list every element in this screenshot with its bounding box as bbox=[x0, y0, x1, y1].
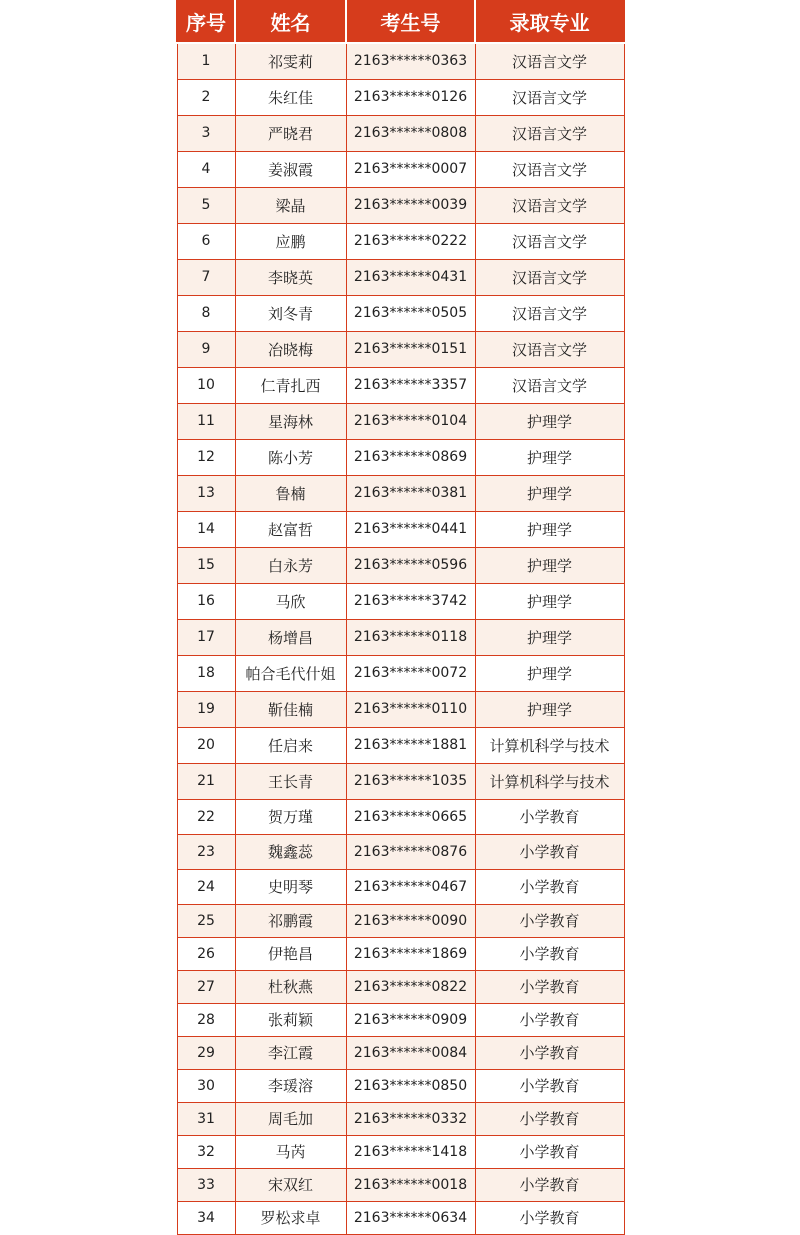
cell-name: 史明琴 bbox=[235, 869, 346, 904]
cell-exam-id: 2163******0596 bbox=[346, 547, 475, 583]
admission-table-container bbox=[176, 0, 623, 1235]
cell-name: 应鹏 bbox=[235, 223, 346, 259]
cell-major: 小学教育 bbox=[475, 1135, 624, 1168]
cell-exam-id: 2163******0332 bbox=[346, 1102, 475, 1135]
cell-major: 小学教育 bbox=[475, 1036, 624, 1069]
cell-serial-number: 3 bbox=[177, 115, 235, 151]
cell-serial-number: 29 bbox=[177, 1036, 235, 1069]
cell-exam-id: 2163******0665 bbox=[346, 799, 475, 834]
cell-exam-id: 2163******1869 bbox=[346, 937, 475, 970]
table-row bbox=[177, 151, 624, 187]
cell-major: 小学教育 bbox=[475, 904, 624, 937]
cell-exam-id: 2163******0850 bbox=[346, 1069, 475, 1102]
header-serial-number: 序号 bbox=[177, 0, 235, 43]
cell-exam-id: 2163******0634 bbox=[346, 1201, 475, 1234]
cell-name: 鲁楠 bbox=[235, 475, 346, 511]
cell-serial-number: 8 bbox=[177, 295, 235, 331]
table-row bbox=[177, 970, 624, 1003]
table-row bbox=[177, 691, 624, 727]
cell-serial-number: 27 bbox=[177, 970, 235, 1003]
cell-major: 小学教育 bbox=[475, 869, 624, 904]
cell-name: 靳佳楠 bbox=[235, 691, 346, 727]
cell-serial-number: 9 bbox=[177, 331, 235, 367]
cell-serial-number: 32 bbox=[177, 1135, 235, 1168]
table-row bbox=[177, 1069, 624, 1102]
cell-name: 仁青扎西 bbox=[235, 367, 346, 403]
table-body bbox=[177, 43, 624, 1234]
cell-name: 冶晓梅 bbox=[235, 331, 346, 367]
cell-serial-number: 7 bbox=[177, 259, 235, 295]
cell-major: 汉语言文学 bbox=[475, 151, 624, 187]
cell-major: 小学教育 bbox=[475, 834, 624, 869]
cell-exam-id: 2163******0822 bbox=[346, 970, 475, 1003]
table-row bbox=[177, 1135, 624, 1168]
cell-serial-number: 13 bbox=[177, 475, 235, 511]
cell-name: 赵富哲 bbox=[235, 511, 346, 547]
cell-name: 姜淑霞 bbox=[235, 151, 346, 187]
cell-serial-number: 2 bbox=[177, 79, 235, 115]
cell-serial-number: 6 bbox=[177, 223, 235, 259]
table-row bbox=[177, 1201, 624, 1234]
cell-major: 护理学 bbox=[475, 403, 624, 439]
cell-name: 宋双红 bbox=[235, 1168, 346, 1201]
cell-exam-id: 2163******0039 bbox=[346, 187, 475, 223]
cell-serial-number: 26 bbox=[177, 937, 235, 970]
cell-major: 计算机科学与技术 bbox=[475, 727, 624, 763]
cell-major: 小学教育 bbox=[475, 1201, 624, 1234]
cell-name: 李江霞 bbox=[235, 1036, 346, 1069]
cell-serial-number: 23 bbox=[177, 834, 235, 869]
cell-exam-id: 2163******3357 bbox=[346, 367, 475, 403]
cell-major: 汉语言文学 bbox=[475, 79, 624, 115]
cell-major: 小学教育 bbox=[475, 937, 624, 970]
cell-serial-number: 33 bbox=[177, 1168, 235, 1201]
cell-exam-id: 2163******0363 bbox=[346, 43, 475, 79]
table-row bbox=[177, 403, 624, 439]
table-row bbox=[177, 727, 624, 763]
cell-serial-number: 5 bbox=[177, 187, 235, 223]
cell-exam-id: 2163******3742 bbox=[346, 583, 475, 619]
cell-name: 杨增昌 bbox=[235, 619, 346, 655]
cell-serial-number: 1 bbox=[177, 43, 235, 79]
table-row bbox=[177, 1003, 624, 1036]
cell-exam-id: 2163******0072 bbox=[346, 655, 475, 691]
cell-serial-number: 12 bbox=[177, 439, 235, 475]
cell-name: 梁晶 bbox=[235, 187, 346, 223]
cell-serial-number: 16 bbox=[177, 583, 235, 619]
cell-exam-id: 2163******1035 bbox=[346, 763, 475, 799]
table-row bbox=[177, 763, 624, 799]
cell-major: 小学教育 bbox=[475, 1102, 624, 1135]
cell-serial-number: 34 bbox=[177, 1201, 235, 1234]
cell-exam-id: 2163******0018 bbox=[346, 1168, 475, 1201]
cell-name: 朱红佳 bbox=[235, 79, 346, 115]
table-row bbox=[177, 43, 624, 79]
cell-major: 护理学 bbox=[475, 619, 624, 655]
table-row bbox=[177, 439, 624, 475]
cell-serial-number: 11 bbox=[177, 403, 235, 439]
cell-name: 白永芳 bbox=[235, 547, 346, 583]
table-row bbox=[177, 187, 624, 223]
table-row bbox=[177, 834, 624, 869]
table-row bbox=[177, 331, 624, 367]
table-header bbox=[177, 0, 624, 43]
cell-name: 星海林 bbox=[235, 403, 346, 439]
cell-serial-number: 25 bbox=[177, 904, 235, 937]
cell-serial-number: 14 bbox=[177, 511, 235, 547]
table-row bbox=[177, 259, 624, 295]
cell-serial-number: 4 bbox=[177, 151, 235, 187]
cell-exam-id: 2163******0126 bbox=[346, 79, 475, 115]
cell-exam-id: 2163******0381 bbox=[346, 475, 475, 511]
cell-name: 罗松求卓 bbox=[235, 1201, 346, 1234]
cell-exam-id: 2163******0090 bbox=[346, 904, 475, 937]
cell-serial-number: 20 bbox=[177, 727, 235, 763]
header-name: 姓名 bbox=[235, 0, 346, 43]
cell-serial-number: 31 bbox=[177, 1102, 235, 1135]
cell-serial-number: 24 bbox=[177, 869, 235, 904]
header-major: 录取专业 bbox=[475, 0, 624, 43]
cell-name: 帕合毛代什姐 bbox=[235, 655, 346, 691]
cell-name: 魏鑫蕊 bbox=[235, 834, 346, 869]
header-row bbox=[177, 0, 624, 43]
cell-major: 汉语言文学 bbox=[475, 367, 624, 403]
cell-major: 汉语言文学 bbox=[475, 295, 624, 331]
cell-major: 护理学 bbox=[475, 583, 624, 619]
cell-serial-number: 15 bbox=[177, 547, 235, 583]
cell-exam-id: 2163******1418 bbox=[346, 1135, 475, 1168]
cell-major: 汉语言文学 bbox=[475, 115, 624, 151]
table-row bbox=[177, 799, 624, 834]
cell-name: 刘冬青 bbox=[235, 295, 346, 331]
cell-name: 伊艳昌 bbox=[235, 937, 346, 970]
cell-name: 任启来 bbox=[235, 727, 346, 763]
cell-major: 汉语言文学 bbox=[475, 43, 624, 79]
cell-serial-number: 10 bbox=[177, 367, 235, 403]
admission-table bbox=[176, 0, 625, 1235]
cell-major: 小学教育 bbox=[475, 970, 624, 1003]
cell-exam-id: 2163******0467 bbox=[346, 869, 475, 904]
cell-name: 杜秋燕 bbox=[235, 970, 346, 1003]
cell-major: 护理学 bbox=[475, 547, 624, 583]
cell-exam-id: 2163******0104 bbox=[346, 403, 475, 439]
cell-serial-number: 21 bbox=[177, 763, 235, 799]
cell-serial-number: 22 bbox=[177, 799, 235, 834]
table-row bbox=[177, 511, 624, 547]
cell-major: 小学教育 bbox=[475, 1003, 624, 1036]
cell-major: 计算机科学与技术 bbox=[475, 763, 624, 799]
cell-serial-number: 30 bbox=[177, 1069, 235, 1102]
cell-name: 马欣 bbox=[235, 583, 346, 619]
cell-serial-number: 18 bbox=[177, 655, 235, 691]
cell-major: 护理学 bbox=[475, 511, 624, 547]
table-row bbox=[177, 1036, 624, 1069]
cell-exam-id: 2163******0151 bbox=[346, 331, 475, 367]
table-row bbox=[177, 367, 624, 403]
cell-name: 马芮 bbox=[235, 1135, 346, 1168]
cell-serial-number: 19 bbox=[177, 691, 235, 727]
cell-major: 护理学 bbox=[475, 475, 624, 511]
cell-major: 汉语言文学 bbox=[475, 259, 624, 295]
table-row bbox=[177, 655, 624, 691]
table-row bbox=[177, 295, 624, 331]
table-row bbox=[177, 619, 624, 655]
cell-major: 汉语言文学 bbox=[475, 187, 624, 223]
cell-major: 小学教育 bbox=[475, 1168, 624, 1201]
cell-exam-id: 2163******0110 bbox=[346, 691, 475, 727]
table-row bbox=[177, 1168, 624, 1201]
cell-name: 贺万瑾 bbox=[235, 799, 346, 834]
cell-major: 汉语言文学 bbox=[475, 223, 624, 259]
cell-exam-id: 2163******0222 bbox=[346, 223, 475, 259]
cell-name: 王长青 bbox=[235, 763, 346, 799]
cell-exam-id: 2163******0084 bbox=[346, 1036, 475, 1069]
cell-exam-id: 2163******0441 bbox=[346, 511, 475, 547]
cell-name: 张莉颖 bbox=[235, 1003, 346, 1036]
cell-exam-id: 2163******0431 bbox=[346, 259, 475, 295]
cell-name: 祁雯莉 bbox=[235, 43, 346, 79]
cell-name: 祁鹏霞 bbox=[235, 904, 346, 937]
table-row bbox=[177, 547, 624, 583]
table-row bbox=[177, 904, 624, 937]
cell-name: 周毛加 bbox=[235, 1102, 346, 1135]
cell-exam-id: 2163******0909 bbox=[346, 1003, 475, 1036]
cell-exam-id: 2163******0808 bbox=[346, 115, 475, 151]
table-row bbox=[177, 79, 624, 115]
table-row bbox=[177, 115, 624, 151]
cell-serial-number: 28 bbox=[177, 1003, 235, 1036]
table-row bbox=[177, 475, 624, 511]
table-row bbox=[177, 1102, 624, 1135]
table-row bbox=[177, 583, 624, 619]
cell-major: 小学教育 bbox=[475, 799, 624, 834]
table-row bbox=[177, 869, 624, 904]
cell-serial-number: 17 bbox=[177, 619, 235, 655]
cell-name: 严晓君 bbox=[235, 115, 346, 151]
cell-name: 陈小芳 bbox=[235, 439, 346, 475]
cell-exam-id: 2163******0869 bbox=[346, 439, 475, 475]
cell-major: 护理学 bbox=[475, 439, 624, 475]
cell-exam-id: 2163******0876 bbox=[346, 834, 475, 869]
cell-major: 汉语言文学 bbox=[475, 331, 624, 367]
table-row bbox=[177, 937, 624, 970]
cell-exam-id: 2163******1881 bbox=[346, 727, 475, 763]
cell-name: 李晓英 bbox=[235, 259, 346, 295]
cell-major: 护理学 bbox=[475, 655, 624, 691]
cell-name: 李瑗溶 bbox=[235, 1069, 346, 1102]
header-exam-id: 考生号 bbox=[346, 0, 475, 43]
cell-exam-id: 2163******0007 bbox=[346, 151, 475, 187]
cell-exam-id: 2163******0505 bbox=[346, 295, 475, 331]
table-row bbox=[177, 223, 624, 259]
cell-major: 护理学 bbox=[475, 691, 624, 727]
cell-exam-id: 2163******0118 bbox=[346, 619, 475, 655]
cell-major: 小学教育 bbox=[475, 1069, 624, 1102]
